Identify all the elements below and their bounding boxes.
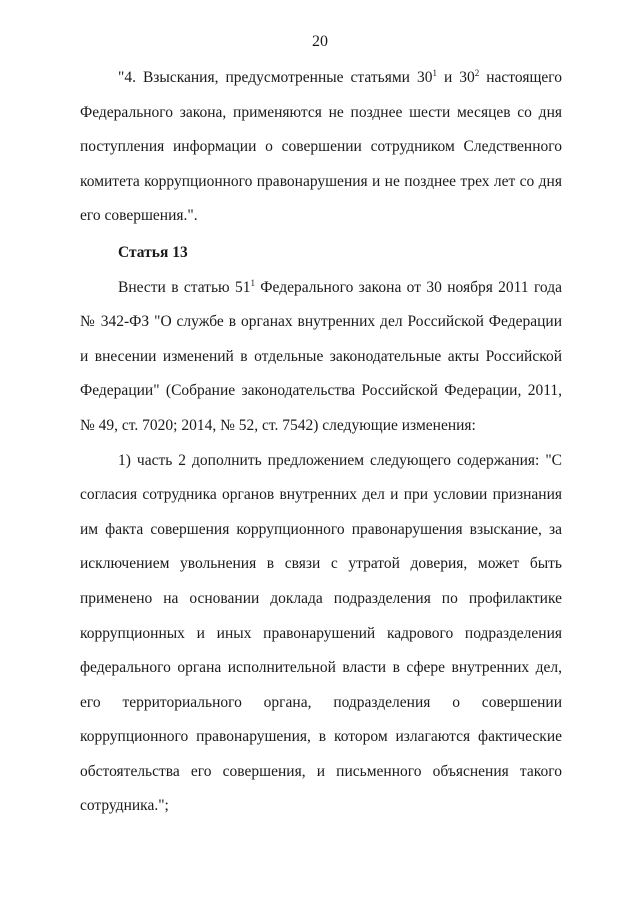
article-heading: Статья 13	[118, 243, 188, 261]
paragraph-2-text-a: Внести в статью 51	[118, 278, 251, 296]
document-body	[80, 61, 562, 824]
paragraph-amendments-intro	[80, 271, 562, 444]
superscript-article-51: 1	[250, 277, 255, 288]
paragraph-1-text-c: настоящего Федерального закона, применяются не позднее шести месяцев со дня поступления информации о совершении сотрудником Следственного комитета коррупционного правонарушения и не позднее трех лет со дня его совершения.".	[80, 69, 562, 225]
paragraph-amendment-item-1: 1) часть 2 дополнить предложением следующего содержания: "С согласия сотрудника органов внутренних дел и при условии признания им факта совершения коррупционного правонарушения взыскание, за исключением увольнения в связи с утратой доверия, может быть применено на основании доклада подразделения по профилактике коррупционных и иных правонарушений кадрового подразделения федерального органа исполнительной власти в сфере внутренних дел, его территориального органа, подразделения о совершении коррупционного правонарушения, в котором излагаются фактические обстоятельства его совершения, и письменного объяснения такого сотрудника.";	[80, 451, 562, 815]
superscript-1: 1	[432, 67, 437, 78]
page-number: 20	[312, 33, 328, 50]
paragraph-2-text-b: Федерального закона от 30 ноября 2011 года № 342-ФЗ "О службе в органах внутренних дел Российской Федерации и внесении изменений в отдельные законодательные акты Российской Федерации" (Собрание законодательства Российской Федерации, 2011, № 49, ст. 7020; 2014, № 52, ст. 7542) следующие изменения:	[80, 278, 562, 434]
paragraph-penalties-deadline	[80, 61, 562, 234]
paragraph-1-text-a: "4. Взыскания, предусмотренные статьями 30	[118, 69, 433, 86]
superscript-2: 2	[474, 67, 480, 78]
paragraph-1-text-b: и 30	[436, 69, 475, 86]
